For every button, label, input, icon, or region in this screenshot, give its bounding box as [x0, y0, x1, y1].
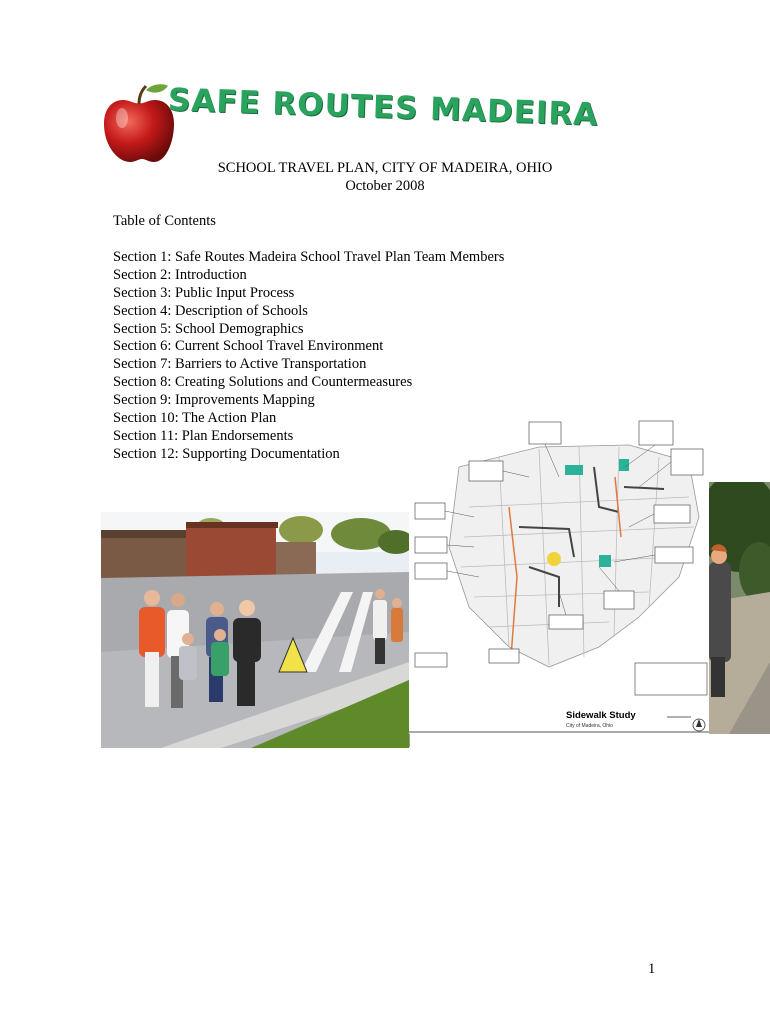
- page-number: 1: [648, 961, 656, 977]
- toc-item: Section 5: School Demographics: [113, 320, 304, 337]
- toc-item: Section 6: Current School Travel Environment: [113, 338, 384, 355]
- toc-item: Section 10: The Action Plan: [113, 410, 277, 427]
- toc-heading: Table of Contents: [113, 213, 216, 229]
- toc-item: Section 1: Safe Routes Madeira School Travel Plan Team Members: [113, 249, 505, 265]
- map-title: Sidewalk Study: [566, 710, 636, 721]
- toc-item: Section 9: Improvements Mapping: [113, 392, 315, 409]
- map-subtitle: City of Madeira, Ohio: [566, 723, 613, 729]
- document-date: October 2008: [345, 178, 425, 194]
- crosswalk-photo: [101, 512, 409, 748]
- toc-item: Section 12: Supporting Documentation: [113, 445, 340, 462]
- sidewalk-photo: [709, 482, 770, 734]
- toc-item: Section 3: Public Input Process: [113, 284, 295, 301]
- logo-title: SAFE ROUTES MADEIRA: [167, 82, 599, 134]
- toc-item: Section 4: Description of Schools: [113, 302, 308, 319]
- toc-item: Section 7: Barriers to Active Transportation: [113, 356, 367, 373]
- toc-item: Section 8: Creating Solutions and Countermeasures: [113, 374, 413, 391]
- sidewalk-study-map: [409, 417, 716, 734]
- toc-item: Section 11: Plan Endorsements: [113, 427, 294, 444]
- document-title: SCHOOL TRAVEL PLAN, CITY OF MADEIRA, OHIO: [217, 160, 553, 176]
- toc-item: Section 2: Introduction: [113, 266, 247, 283]
